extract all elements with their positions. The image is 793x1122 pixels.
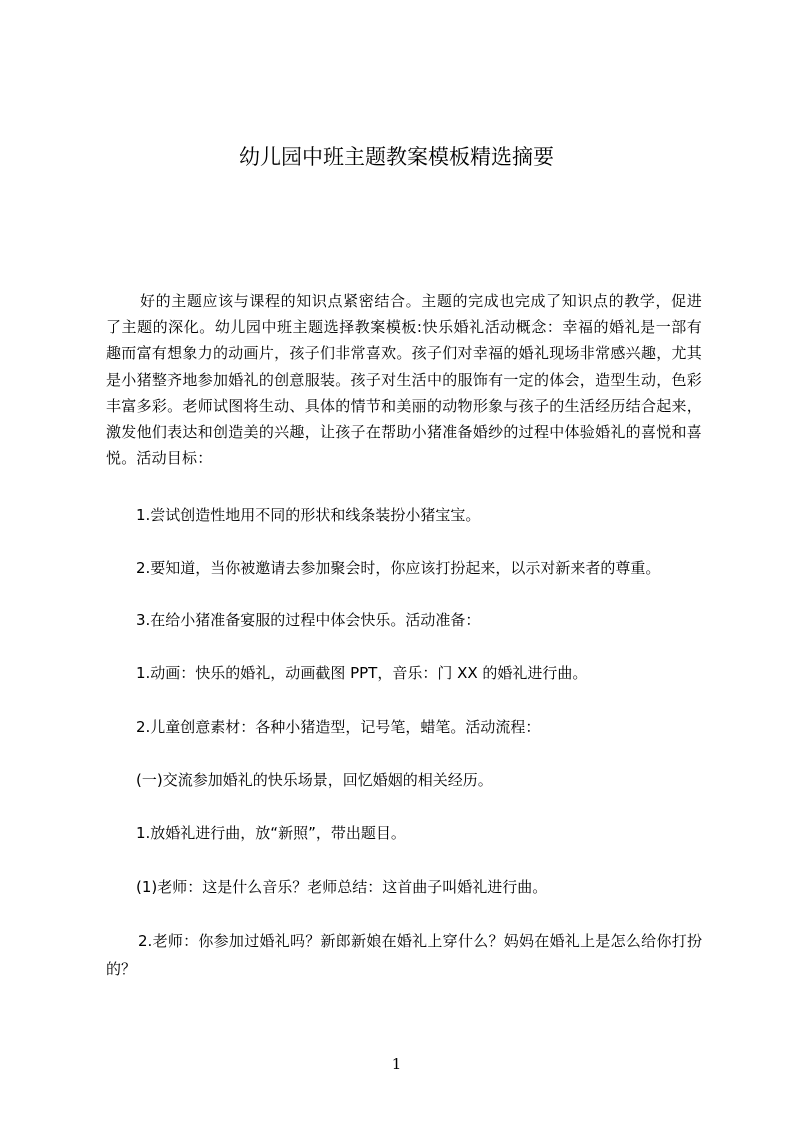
process-substep-1: (1)老师：这是什么音乐？老师总结：这首曲子叫婚礼进行曲。 (136, 878, 548, 896)
prep-item-1: 1.动画：快乐的婚礼，动画截图 PPT，音乐：门 XX 的婚礼进行曲。 (136, 664, 588, 682)
goal-item-3: 3.在给小猪准备宴服的过程中体会快乐。活动准备： (136, 611, 481, 629)
intro-paragraph: 好的主题应该与课程的知识点紧密结合。主题的完成也完成了知识点的教学，促进了主题的深化。幼儿园中班主题选择教案模板:快乐婚礼活动概念：幸福的婚礼是一部有趣而富有想象力的动画片，孩子们非常喜欢。孩子们对幸福的婚礼现场非常感兴趣，尤其是小猪整齐地参加婚礼的创意服装。孩子对生活中的服饰有一定的体会，造型生动，色彩丰富多彩。老师试图将生动、具体的情节和美丽的动物形象与孩子的生活经历结合起来，激发他们表达和创造美的兴趣，让孩子在帮助小猪准备婚纱的过程中体验婚礼的喜悦和喜悦。活动目标： (106, 292, 702, 468)
process-step-2: 2.老师：你参加过婚礼吗？新郎新娘在婚礼上穿什么？妈妈在婚礼上是怎么给你打扮的？ (106, 932, 702, 978)
document-title: 幼儿园中班主题教案模板精选摘要 (239, 145, 554, 169)
process-step-1: 1.放婚礼进行曲，放“新照”，带出题目。 (136, 824, 406, 842)
page-number: 1 (391, 1055, 402, 1073)
process-section-1: (一)交流参加婚礼的快乐场景，回忆婚姻的相关经历。 (136, 771, 493, 789)
prep-item-2: 2.儿童创意素材：各种小猪造型，记号笔，蜡笔。活动流程： (136, 718, 541, 736)
goal-item-2: 2.要知道，当你被邀请去参加聚会时，你应该打扮起来，以示对新来者的尊重。 (136, 559, 661, 577)
goal-item-1: 1.尝试创造性地用不同的形状和线条装扮小猪宝宝。 (136, 506, 481, 524)
